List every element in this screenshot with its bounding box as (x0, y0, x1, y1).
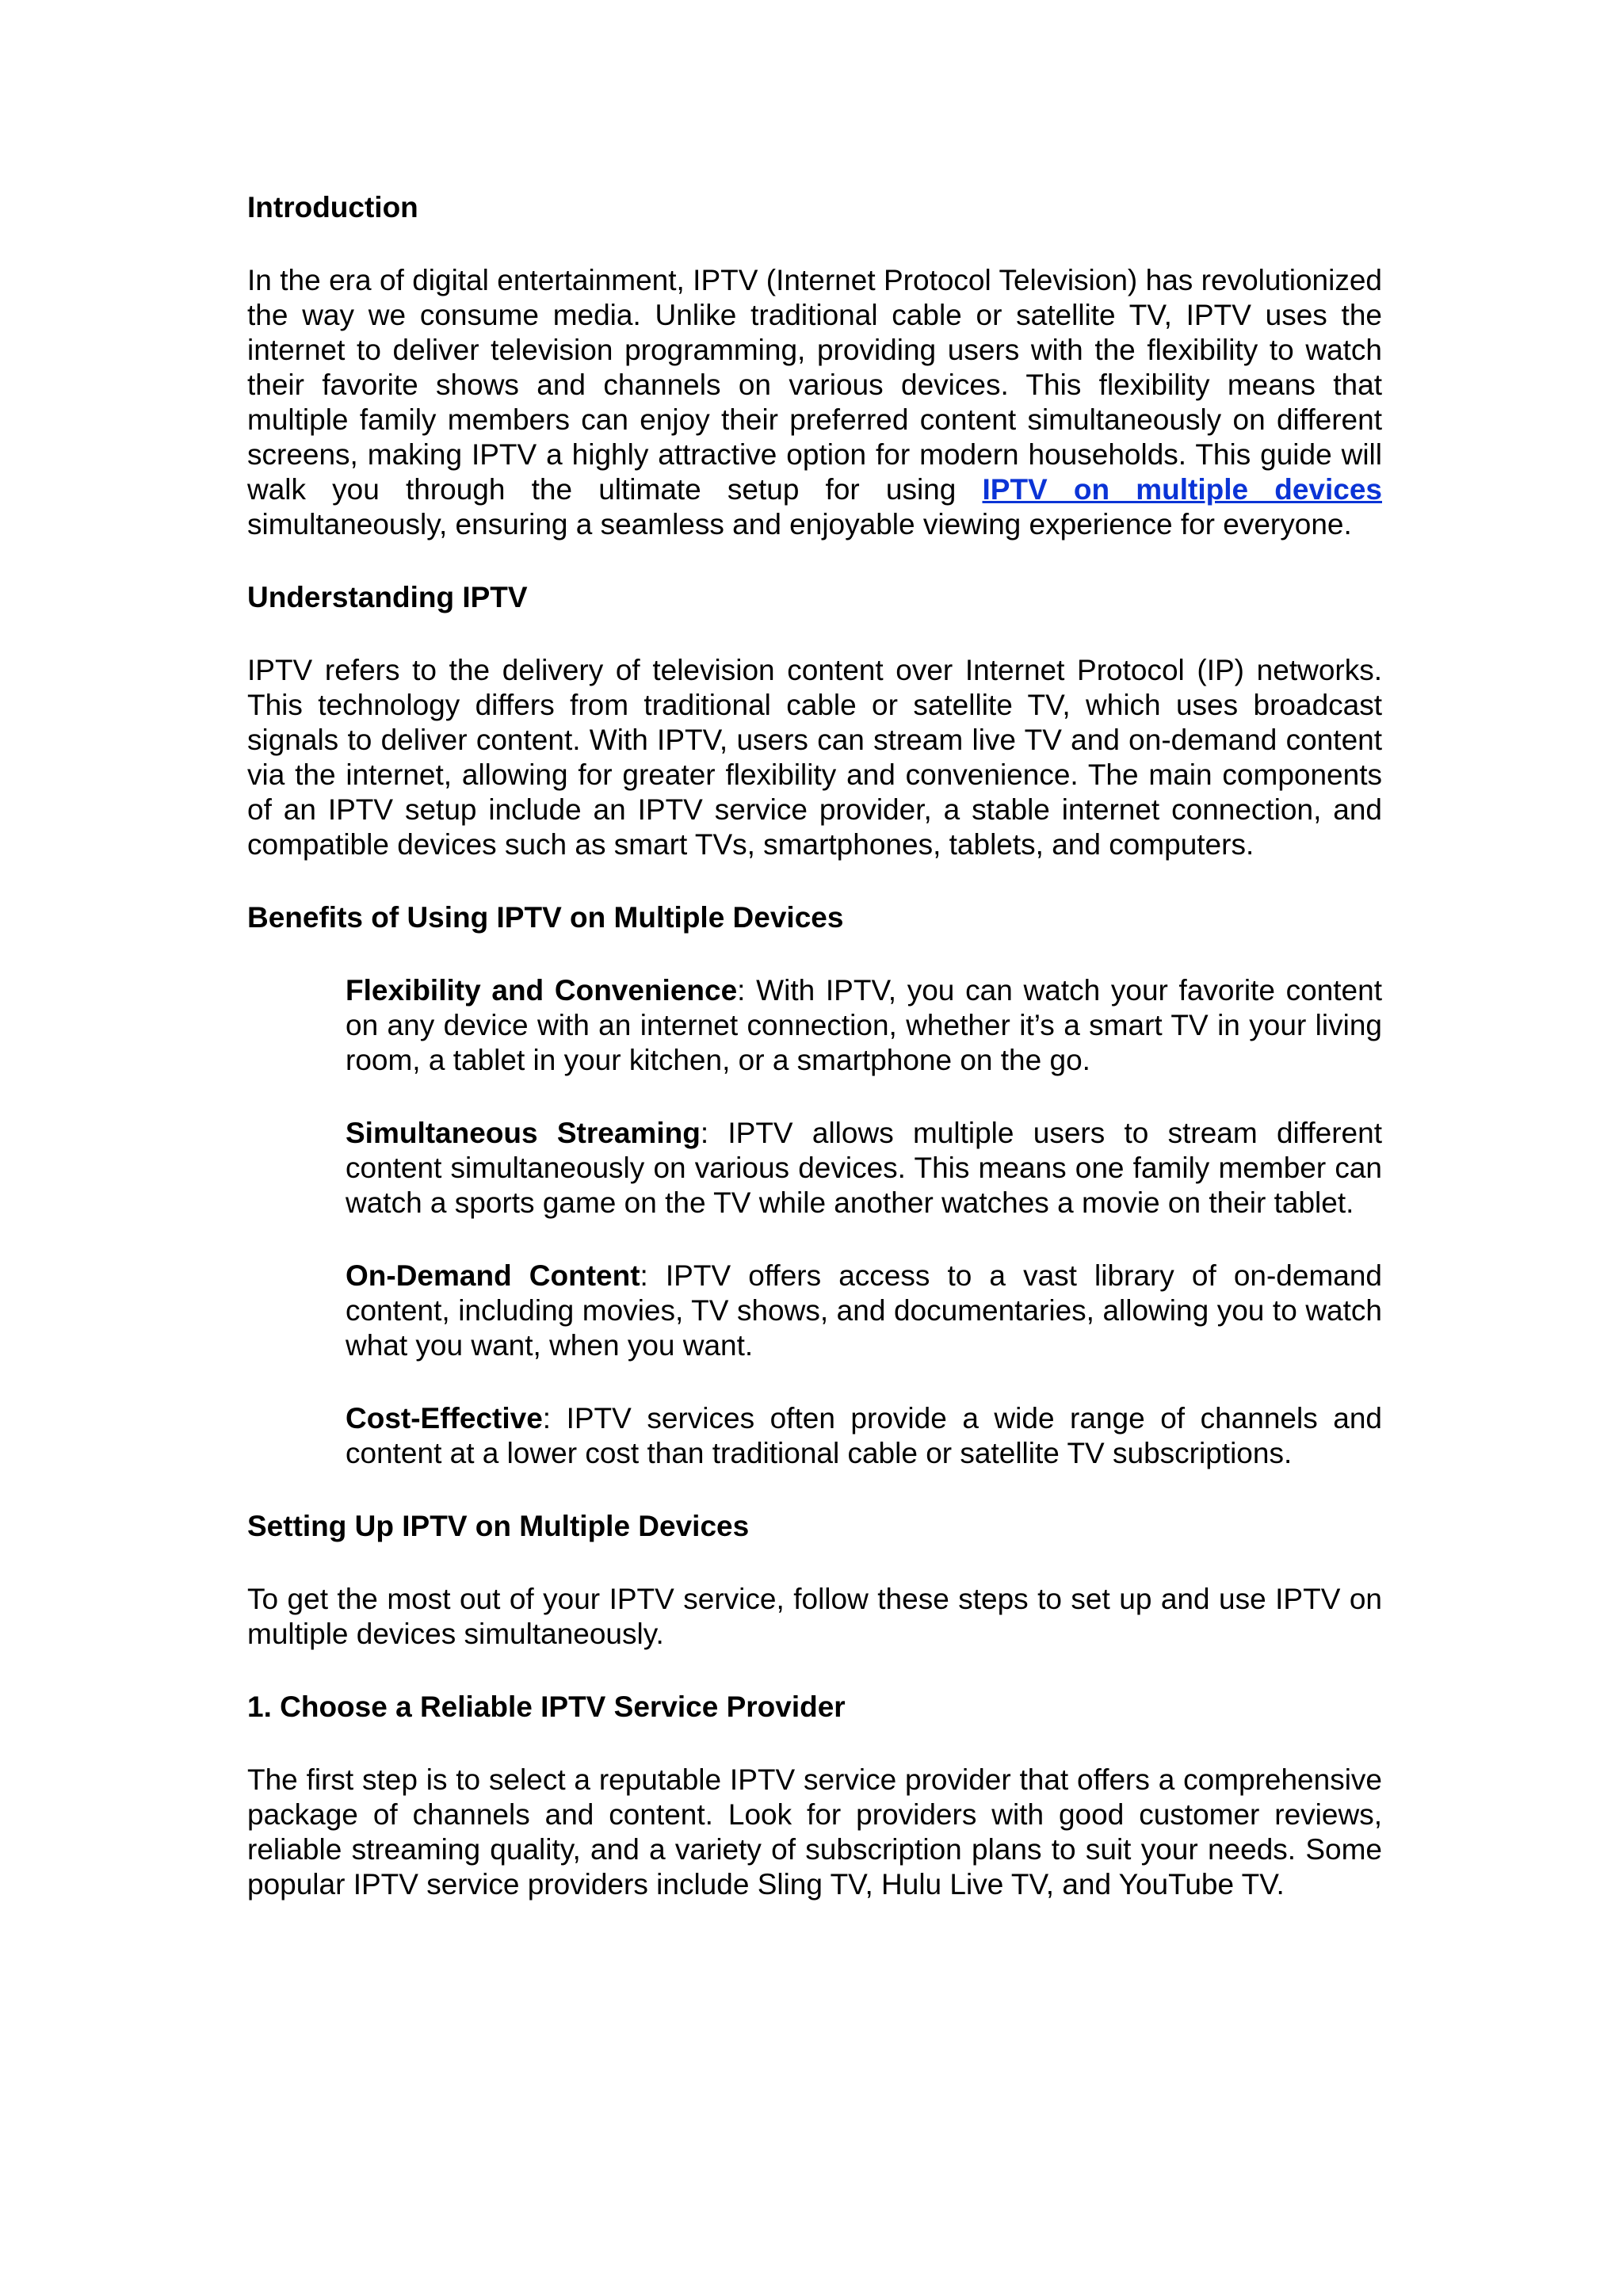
benefit-term: Simultaneous Streaming (346, 1117, 701, 1149)
setting-up-heading: Setting Up IPTV on Multiple Devices (247, 1510, 750, 1542)
benefit-text: : IPTV services often provide a wide range of channels and content at a lower cost than traditional cable or satellite TV subscriptions. (346, 1402, 1382, 1469)
benefit-term: Cost-Effective (346, 1402, 543, 1435)
document-page (247, 190, 1382, 1940)
setting-up-paragraph: To get the most out of your IPTV service, follow these steps to set up and use IPTV on multiple devices simultaneously. (247, 1583, 1382, 1650)
benefit-text: : With IPTV, you can watch your favorite content on any device with an internet connection, whether it’s a smart TV in your living room, a tablet in your kitchen, or a smartphone on the go. (346, 974, 1382, 1076)
benefit-item (346, 1116, 1382, 1221)
benefit-text: : IPTV allows multiple users to stream different content simultaneously on various devices. This means one family member can watch a sports game on the TV while another watches a movie on their tablet. (346, 1117, 1382, 1219)
benefit-text: : IPTV offers access to a vast library of on-demand content, including movies, TV shows, and documentaries, allowing you to watch what you want, when you want. (346, 1259, 1383, 1362)
benefit-item (346, 1401, 1382, 1471)
introduction-heading: Introduction (247, 191, 418, 223)
benefit-term: Flexibility and Convenience (346, 974, 738, 1007)
introduction-text-after-link: simultaneously, ensuring a seamless and enjoyable viewing experience for everyone. (247, 508, 1352, 541)
introduction-paragraph (247, 263, 1382, 542)
step-1-heading: 1. Choose a Reliable IPTV Service Provider (247, 1690, 846, 1723)
benefit-item (346, 1259, 1382, 1363)
benefit-item (346, 973, 1382, 1078)
introduction-text-before-link: In the era of digital entertainment, IPTV (Internet Protocol Television) has revolutionized the way we consume media. Unlike traditional cable or satellite TV, IPTV uses the internet to deliver television programming, providing users with the flexibility to watch their favorite shows and channels on various devices. This flexibility means that multiple family members can enjoy their preferred content simultaneously on different screens, making IPTV a highly attractive option for modern households. This guide will walk you through the ultimate setup for using (247, 264, 1382, 506)
understanding-iptv-heading: Understanding IPTV (247, 581, 528, 613)
understanding-iptv-paragraph: IPTV refers to the delivery of television content over Internet Protocol (IP) networks. This technology differs from traditional cable or satellite TV, which uses broadcast signals to deliver content. With IPTV, users can stream live TV and on-demand content via the internet, allowing for greater flexibility and convenience. The main components of an IPTV setup include an IPTV service provider, a stable internet connection, and compatible devices such as smart TVs, smartphones, tablets, and computers. (247, 654, 1382, 861)
step-1-paragraph: The first step is to select a reputable IPTV service provider that offers a comprehensive package of channels and content. Look for providers with good customer reviews, reliable streaming quality, and a variety of subscription plans to suit your needs. Some popular IPTV service providers include Sling TV, Hulu Live TV, and YouTube TV. (247, 1763, 1382, 1901)
benefit-term: On-Demand Content (346, 1259, 640, 1292)
iptv-multiple-devices-link[interactable]: IPTV on multiple devices (982, 473, 1382, 506)
benefits-heading: Benefits of Using IPTV on Multiple Devices (247, 901, 844, 934)
